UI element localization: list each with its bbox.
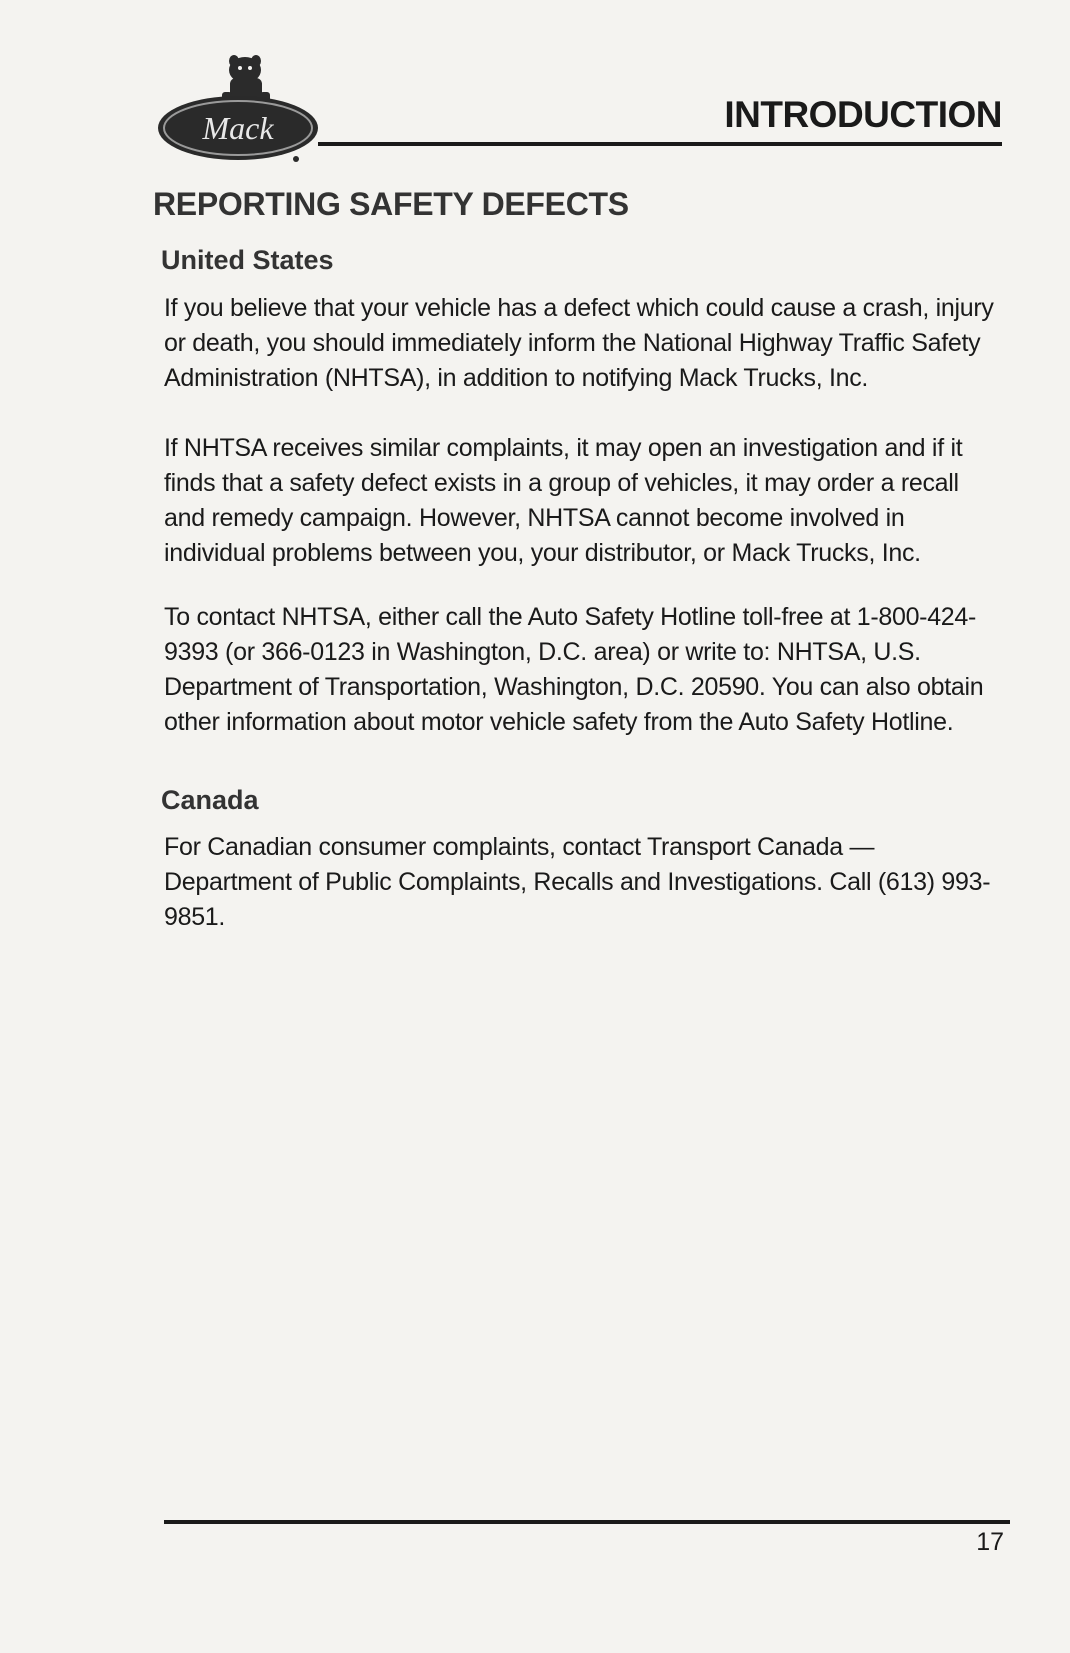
paragraph-us-3: To contact NHTSA, either call the Auto Safety Hotline toll-free at 1-800-424-9393 (or 366-0123 in Washington, D.C. area) or write to: NHTSA, U.S. Department of Transportation, Washington, D.C. 20590. You can also obtain other information about motor vehicle safety from the Auto Safety Hotline. bbox=[164, 603, 984, 736]
footer-rule bbox=[164, 1520, 1010, 1524]
heading-united-states: United States bbox=[161, 245, 334, 275]
svg-text:Mack: Mack bbox=[202, 110, 274, 146]
header-rule bbox=[318, 142, 1002, 146]
paragraph-us-2: If NHTSA receives similar complaints, it may open an investigation and if it finds that a safety defect exists in a group of vehicles, it may order a recall and remedy campaign. However, NHTSA cannot become involved in individual problems between you, your distributor, or Mack Trucks, Inc. bbox=[164, 434, 963, 567]
heading-canada: Canada bbox=[161, 785, 259, 815]
page-number: 17 bbox=[976, 1528, 1004, 1556]
section-label: INTRODUCTION bbox=[724, 94, 1002, 135]
page-title: REPORTING SAFETY DEFECTS bbox=[153, 186, 629, 222]
paragraph-us-1: If you believe that your vehicle has a defect which could cause a crash, injury or death, you should immediately inform the National Highway Traffic Safety Administration (NHTSA), in addition to notifying Mack Trucks, Inc. bbox=[164, 294, 994, 392]
paragraph-canada-1: For Canadian consumer complaints, contact Transport Canada — Department of Public Complaints, Recalls and Investigations. Call (613) 993-9851. bbox=[164, 833, 991, 931]
mack-logo bbox=[150, 48, 328, 174]
